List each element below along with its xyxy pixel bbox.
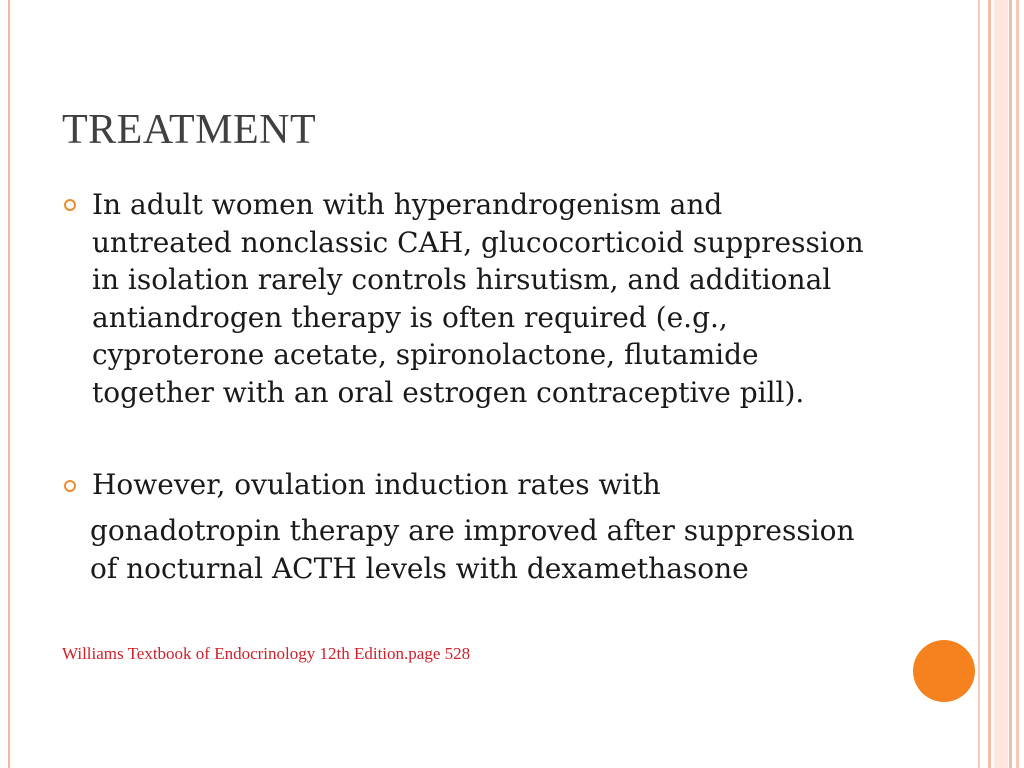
- bullet-2-first-line: However, ovulation induction rates with: [92, 468, 661, 501]
- orange-circle-decoration: [913, 640, 975, 702]
- stripe-3: [994, 0, 1008, 768]
- stripe-4: [1009, 0, 1012, 768]
- bullet-1-line: antiandrogen therapy is often required (e.g.,: [92, 300, 728, 334]
- bullet-2-line: of nocturnal ACTH levels with dexamethasone: [90, 551, 749, 585]
- bullet-1-line: in isolation rarely controls hirsutism, and additional: [92, 263, 832, 296]
- right-decorative-stripes: [978, 0, 1024, 768]
- bullet-2-line: gonadotropin therapy are improved after suppression: [90, 514, 855, 547]
- bullet-2-continuation: [90, 512, 910, 587]
- bullet-1-line: together with an oral estrogen contraceptive pill).: [92, 375, 805, 409]
- left-border-line: [8, 0, 10, 768]
- bullet-1-line: untreated nonclassic CAH, glucocorticoid suppression: [92, 225, 864, 259]
- circle-bullet-icon: [64, 480, 76, 492]
- bullet-1-text: [92, 186, 892, 411]
- reference-citation: Williams Textbook of Endocrinology 12th Edition.page 528: [62, 644, 471, 663]
- stripe-5: [1016, 0, 1019, 768]
- stripe-1: [978, 0, 980, 768]
- bullet-1-line: In adult women with hyperandrogenism and: [92, 188, 723, 221]
- slide-title: TREATMENT: [62, 107, 317, 153]
- bullet-1-line: cyproterone acetate, spironolactone, flutamide: [92, 338, 759, 371]
- stripe-2: [988, 0, 991, 768]
- circle-bullet-icon: [64, 199, 76, 211]
